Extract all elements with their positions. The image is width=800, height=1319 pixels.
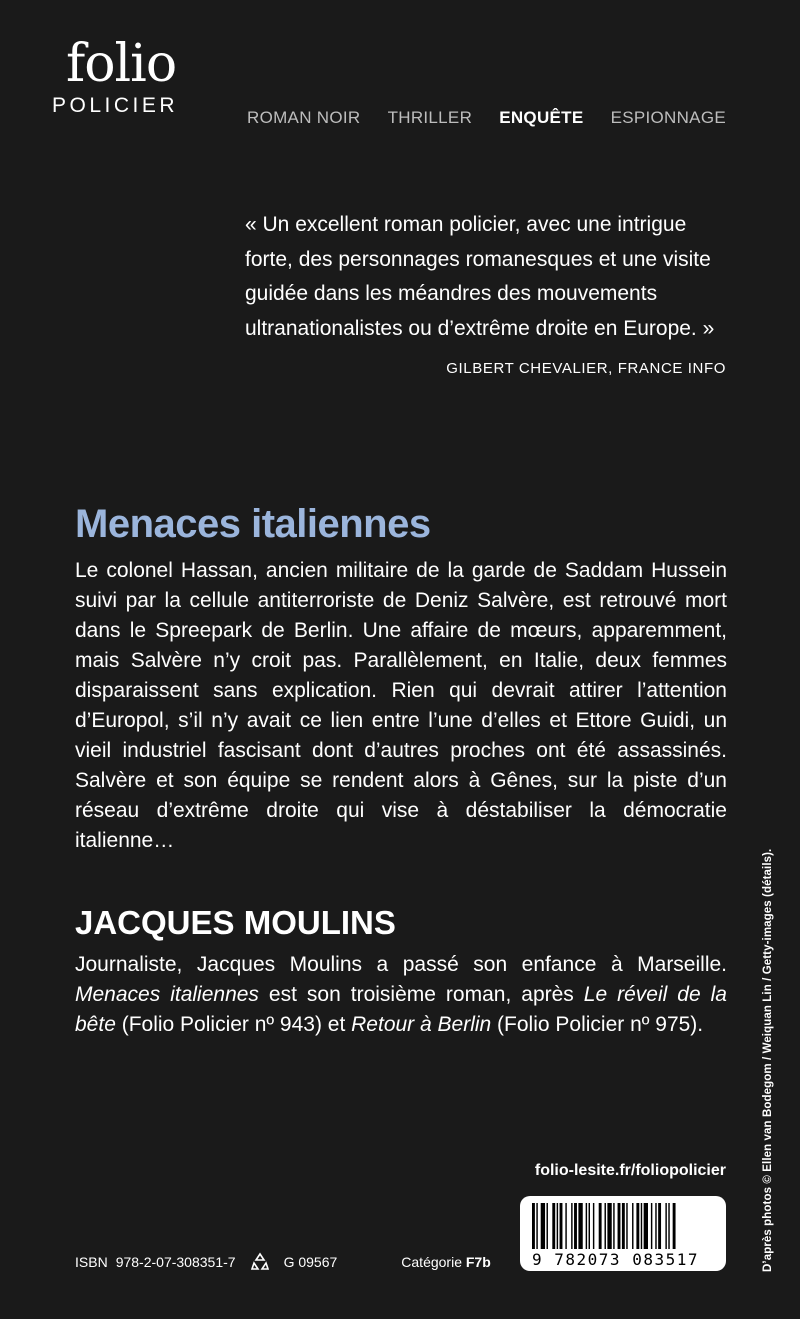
category-code: F7b: [465, 1254, 491, 1270]
press-quote: [245, 208, 735, 377]
barcode-bar: [607, 1203, 611, 1249]
barcode-bar: [532, 1203, 535, 1249]
author-name: JACQUES MOULINS: [75, 904, 396, 941]
gcode: G 09567: [283, 1254, 338, 1270]
barcode-bar: [560, 1203, 563, 1249]
bottom-info: [75, 1252, 491, 1272]
barcode-bar: [668, 1203, 669, 1249]
barcode-number: 9 782073 083517: [532, 1250, 699, 1269]
genre-roman-noir: ROMAN NOIR: [247, 108, 361, 127]
barcode-bar: [571, 1203, 572, 1249]
genre-nav: [247, 108, 726, 128]
isbn: [75, 1254, 236, 1270]
recycle-icon: [250, 1252, 270, 1272]
barcode-bar: [636, 1203, 639, 1249]
barcode-bar: [632, 1203, 633, 1249]
quote-text: « Un excellent roman policier, avec une intrigue forte, des personnages romanesques et une visite guidée dans les méandres des mouvements ultranationalistes ou d’extrême droite en Europe. »: [245, 213, 715, 340]
barcode-bar: [665, 1203, 666, 1249]
barcode-bar: [593, 1203, 594, 1249]
isbn-code: 978-2-07-308351-7: [115, 1254, 236, 1270]
barcode-bar: [626, 1203, 627, 1249]
barcode-bar: [618, 1203, 621, 1249]
barcode-bar: [547, 1203, 548, 1249]
quote-source: GILBERT CHEVALIER, FRANCE INFO: [446, 360, 726, 377]
book-summary: Le colonel Hassan, ancien militaire de la garde de Saddam Hussein suivi par la cellule antiterroriste de Deniz Salvère, est retrouvé mort dans le Spreepark de Berlin. Une affaire de mœurs, apparemment, mais Salvère n’y croit pas. Parallèlement, en Italie, deux femmes disparaissent sans explication. Rien qui devrait attirer l’attention d’Europol, s’il n’y avait ce lien entre l’une d’elles et Ettore Guidi, un vieil industriel fascisant dont d’autres proches ont été assassinés. Salvère et son équipe se rendent alors à Gênes, sur la piste d’un réseau d’extrême droite qui vise à déstabiliser la démocratie italienne…: [75, 559, 727, 852]
bio-sentence-1: Journaliste, Jacques Moulins a passé son enfance à Marseille.: [75, 953, 727, 976]
barcode-bar: [613, 1203, 614, 1249]
barcode-bar: [641, 1203, 642, 1249]
barcode-bar: [557, 1203, 558, 1249]
barcode-bar: [552, 1203, 555, 1249]
barcode-bar: [605, 1203, 606, 1249]
genre-thriller: THRILLER: [387, 108, 473, 127]
barcode-bars: [532, 1203, 714, 1249]
bio-text-4: (Folio Policier nº 975).: [491, 1013, 704, 1036]
barcode-bar: [536, 1203, 537, 1249]
bio-book-title-1: Menaces italiennes: [75, 983, 259, 1006]
barcode-bar: [565, 1203, 566, 1249]
barcode: [520, 1196, 726, 1271]
barcode-bar: [578, 1203, 582, 1249]
website-link[interactable]: folio-lesite.fr/foliopolicier: [534, 1162, 726, 1179]
bio-book-title-2: Le réveil de la bête: [75, 983, 727, 1036]
isbn-label: ISBN: [75, 1254, 108, 1270]
logo-folio-text: folio: [66, 34, 177, 94]
barcode-bar: [622, 1203, 625, 1249]
book-title: Menaces italiennes: [75, 502, 431, 546]
folio-policier-logo: [52, 34, 202, 118]
genre-enquete: ENQUÊTE: [499, 108, 584, 127]
logo-policier-text: POLICIER: [52, 94, 179, 117]
barcode-bar: [599, 1203, 602, 1249]
bio-book-title-3: Retour à Berlin: [351, 1013, 492, 1036]
category-label: Catégorie: [401, 1254, 462, 1270]
bio-text-2: est son troisième roman, après: [258, 983, 584, 1006]
category: [401, 1254, 490, 1270]
barcode-bar: [644, 1203, 648, 1249]
barcode-bar: [586, 1203, 587, 1249]
barcode-bar: [655, 1203, 656, 1249]
barcode-bar: [673, 1203, 676, 1249]
barcode-bar: [541, 1203, 545, 1249]
barcode-bar: [658, 1203, 661, 1249]
bio-text-3: (Folio Policier nº 943) et: [115, 1013, 352, 1036]
photo-credit: D’après photos © Ellen van Bodegom / Weiquan Lin / Getty-images (détails).: [762, 848, 774, 1272]
barcode-bar: [589, 1203, 590, 1249]
barcode-bar: [651, 1203, 652, 1249]
genre-espionnage: ESPIONNAGE: [610, 108, 726, 127]
barcode-bar: [574, 1203, 577, 1249]
author-bio: [75, 950, 727, 1040]
